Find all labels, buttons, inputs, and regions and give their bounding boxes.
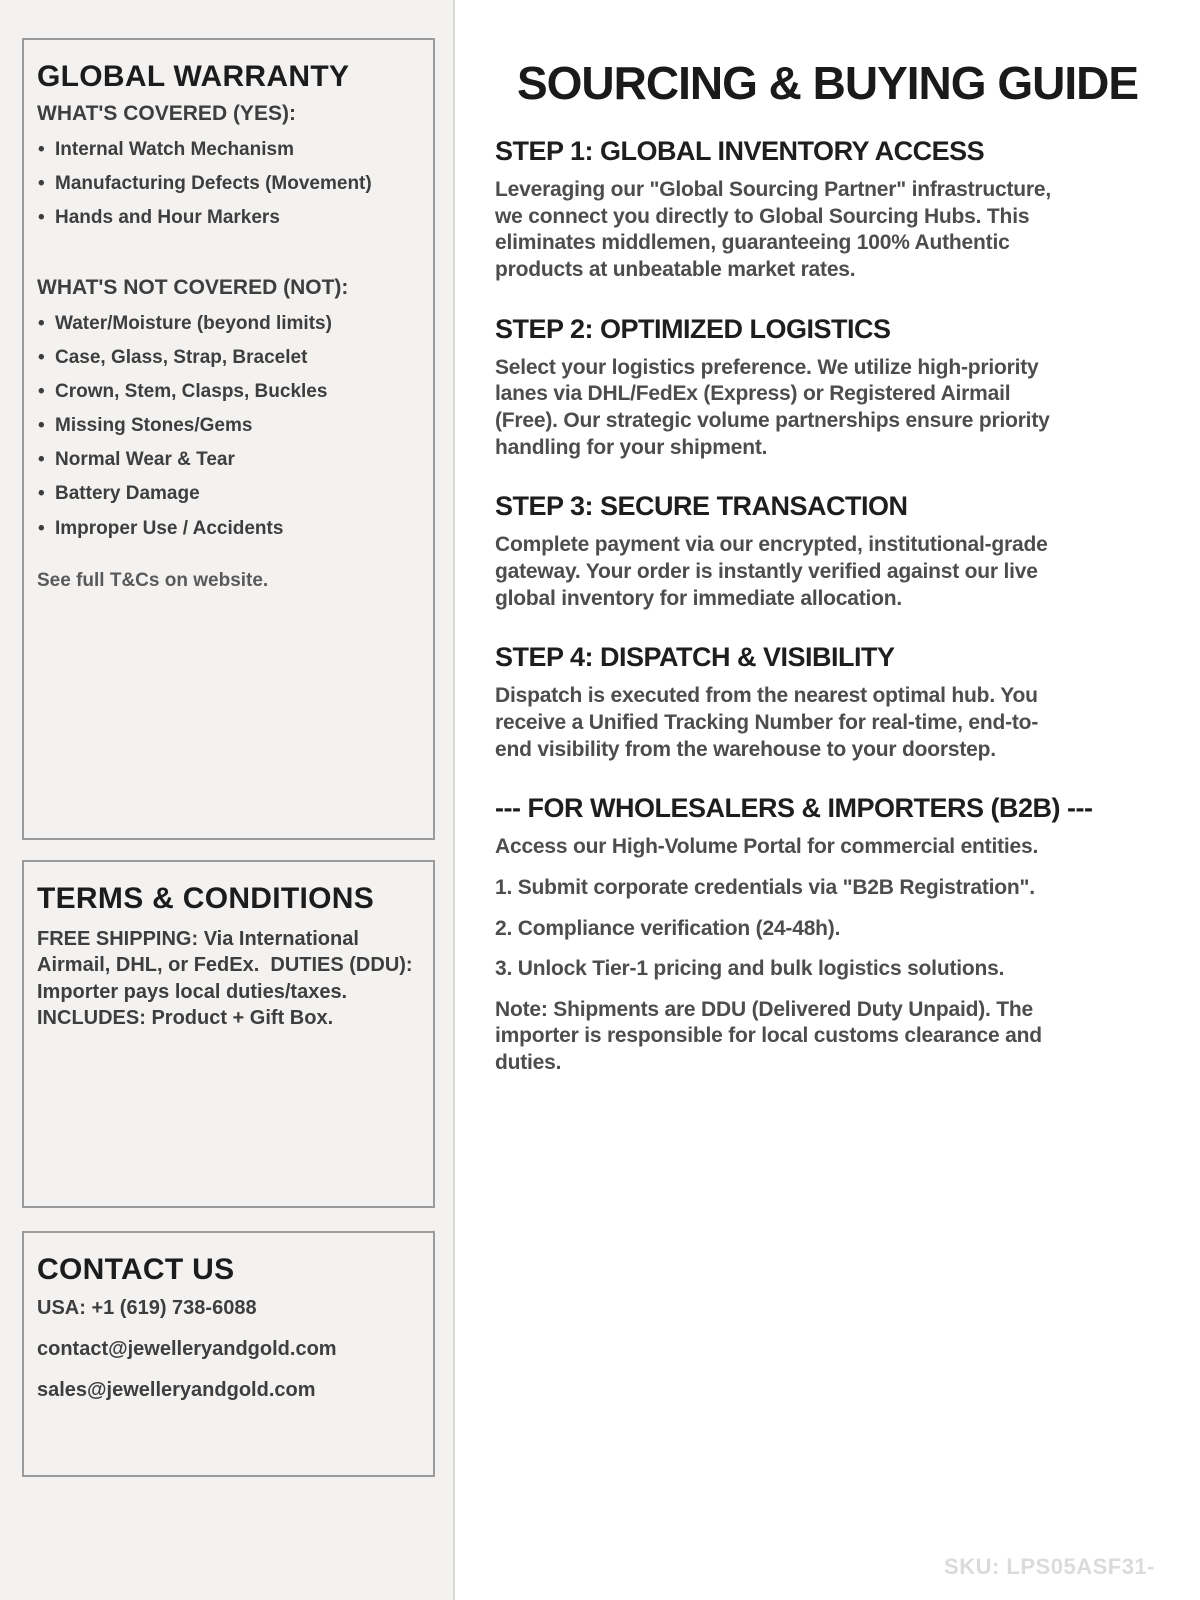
b2b-intro: Access our High-Volume Portal for commercial entities.	[495, 835, 1039, 859]
list-item	[37, 138, 420, 161]
list-item-label: Hands and Hour Markers	[55, 207, 280, 229]
step-2-body: Select your logistics preference. We utilize high-priority lanes via DHL/FedEx (Express) or Registered Airmail (Free). Our strategic volume partnerships ensure priority handling for your shipment.	[495, 355, 1050, 459]
not-covered-heading: WHAT'S NOT COVERED (NOT):	[37, 275, 349, 299]
contact-sales-email: sales@jewelleryandgold.com	[37, 1379, 316, 1401]
list-item	[37, 172, 420, 195]
step-3-body: Complete payment via our encrypted, institutional-grade gateway. Your order is instantly verified against our live global inventory for immediate allocation.	[495, 533, 1048, 610]
step-1-body: Leveraging our "Global Sourcing Partner" infrastructure, we connect you directly to Global Sourcing Hubs. This eliminates middlemen, guaranteeing 100% Authentic products at unbeatable market rates.	[495, 178, 1051, 281]
terms-body: FREE SHIPPING: Via International Airmail, DHL, or FedEx. DUTIES (DDU): Importer pays local duties/taxes. INCLUDES: Product + Gift Box.	[37, 928, 419, 1030]
step-4-heading: STEP 4: DISPATCH & VISIBILITY	[495, 642, 895, 673]
guide-body	[455, 110, 1200, 1077]
global-warranty-card	[22, 38, 435, 840]
list-item	[37, 448, 420, 471]
covered-heading: WHAT'S COVERED (YES):	[37, 102, 296, 125]
list-item-label: Missing Stones/Gems	[55, 415, 253, 437]
list-item	[37, 346, 420, 369]
covered-list	[37, 138, 420, 230]
step-3-heading: STEP 3: SECURE TRANSACTION	[495, 491, 908, 522]
list-item-label: Internal Watch Mechanism	[55, 139, 294, 160]
bullet-icon: •	[38, 449, 45, 471]
terms-card	[22, 860, 435, 1208]
bullet-icon: •	[38, 312, 45, 334]
list-item	[37, 312, 420, 335]
warranty-title: GLOBAL WARRANTY	[37, 60, 350, 93]
list-item-label: Crown, Stem, Clasps, Buckles	[55, 380, 328, 402]
list-item	[37, 517, 420, 540]
contact-card	[22, 1231, 435, 1477]
bullet-icon: •	[38, 173, 45, 195]
list-item-label: Manufacturing Defects (Movement)	[55, 173, 372, 195]
sku-label: SKU: LPS05ASF31-	[944, 1554, 1155, 1579]
step-1-heading: STEP 1: GLOBAL INVENTORY ACCESS	[495, 136, 985, 166]
b2b-step-3: 3. Unlock Tier-1 pricing and bulk logistics solutions.	[495, 957, 1005, 981]
bullet-icon: •	[38, 517, 45, 539]
list-item	[37, 206, 420, 229]
main-content	[455, 0, 1200, 1600]
bullet-icon: •	[38, 346, 45, 368]
step-2-heading: STEP 2: OPTIMIZED LOGISTICS	[495, 313, 891, 344]
bullet-icon: •	[38, 207, 45, 229]
contact-phone: USA: +1 (619) 738-6088	[37, 1297, 257, 1319]
bullet-icon: •	[38, 483, 45, 505]
b2b-heading: --- FOR WHOLESALERS & IMPORTERS (B2B) ---	[495, 793, 1093, 824]
b2b-step-2: 2. Compliance verification (24-48h).	[495, 916, 841, 940]
sidebar	[0, 0, 455, 1600]
b2b-step-1: 1. Submit corporate credentials via "B2B Registration".	[495, 875, 1035, 899]
list-item-label: Normal Wear & Tear	[55, 449, 235, 471]
page-title: SOURCING & BUYING GUIDE	[516, 57, 1139, 109]
list-item-label: Battery Damage	[55, 483, 200, 505]
b2b-note: Note: Shipments are DDU (Delivered Duty Unpaid). The importer is responsible for local customs clearance and duties.	[495, 997, 1042, 1075]
bullet-icon: •	[38, 380, 45, 402]
warranty-footnote: See full T&Cs on website.	[37, 569, 269, 591]
terms-title: TERMS & CONDITIONS	[37, 882, 375, 915]
step-4-body: Dispatch is executed from the nearest optimal hub. You receive a Unified Tracking Number for real-time, end-to-end visibility from the warehouse to your doorstep.	[495, 684, 1039, 761]
list-item-label: Improper Use / Accidents	[55, 517, 284, 539]
not-covered-list	[37, 312, 420, 540]
list-item	[37, 414, 420, 437]
list-item-label: Case, Glass, Strap, Bracelet	[55, 346, 308, 368]
contact-title: CONTACT US	[37, 1253, 235, 1286]
contact-email: contact@jewelleryandgold.com	[37, 1338, 337, 1360]
list-item-label: Water/Moisture (beyond limits)	[55, 312, 332, 334]
list-item	[37, 380, 420, 403]
bullet-icon: •	[38, 415, 45, 437]
list-item	[37, 482, 420, 505]
bullet-icon: •	[38, 139, 45, 160]
